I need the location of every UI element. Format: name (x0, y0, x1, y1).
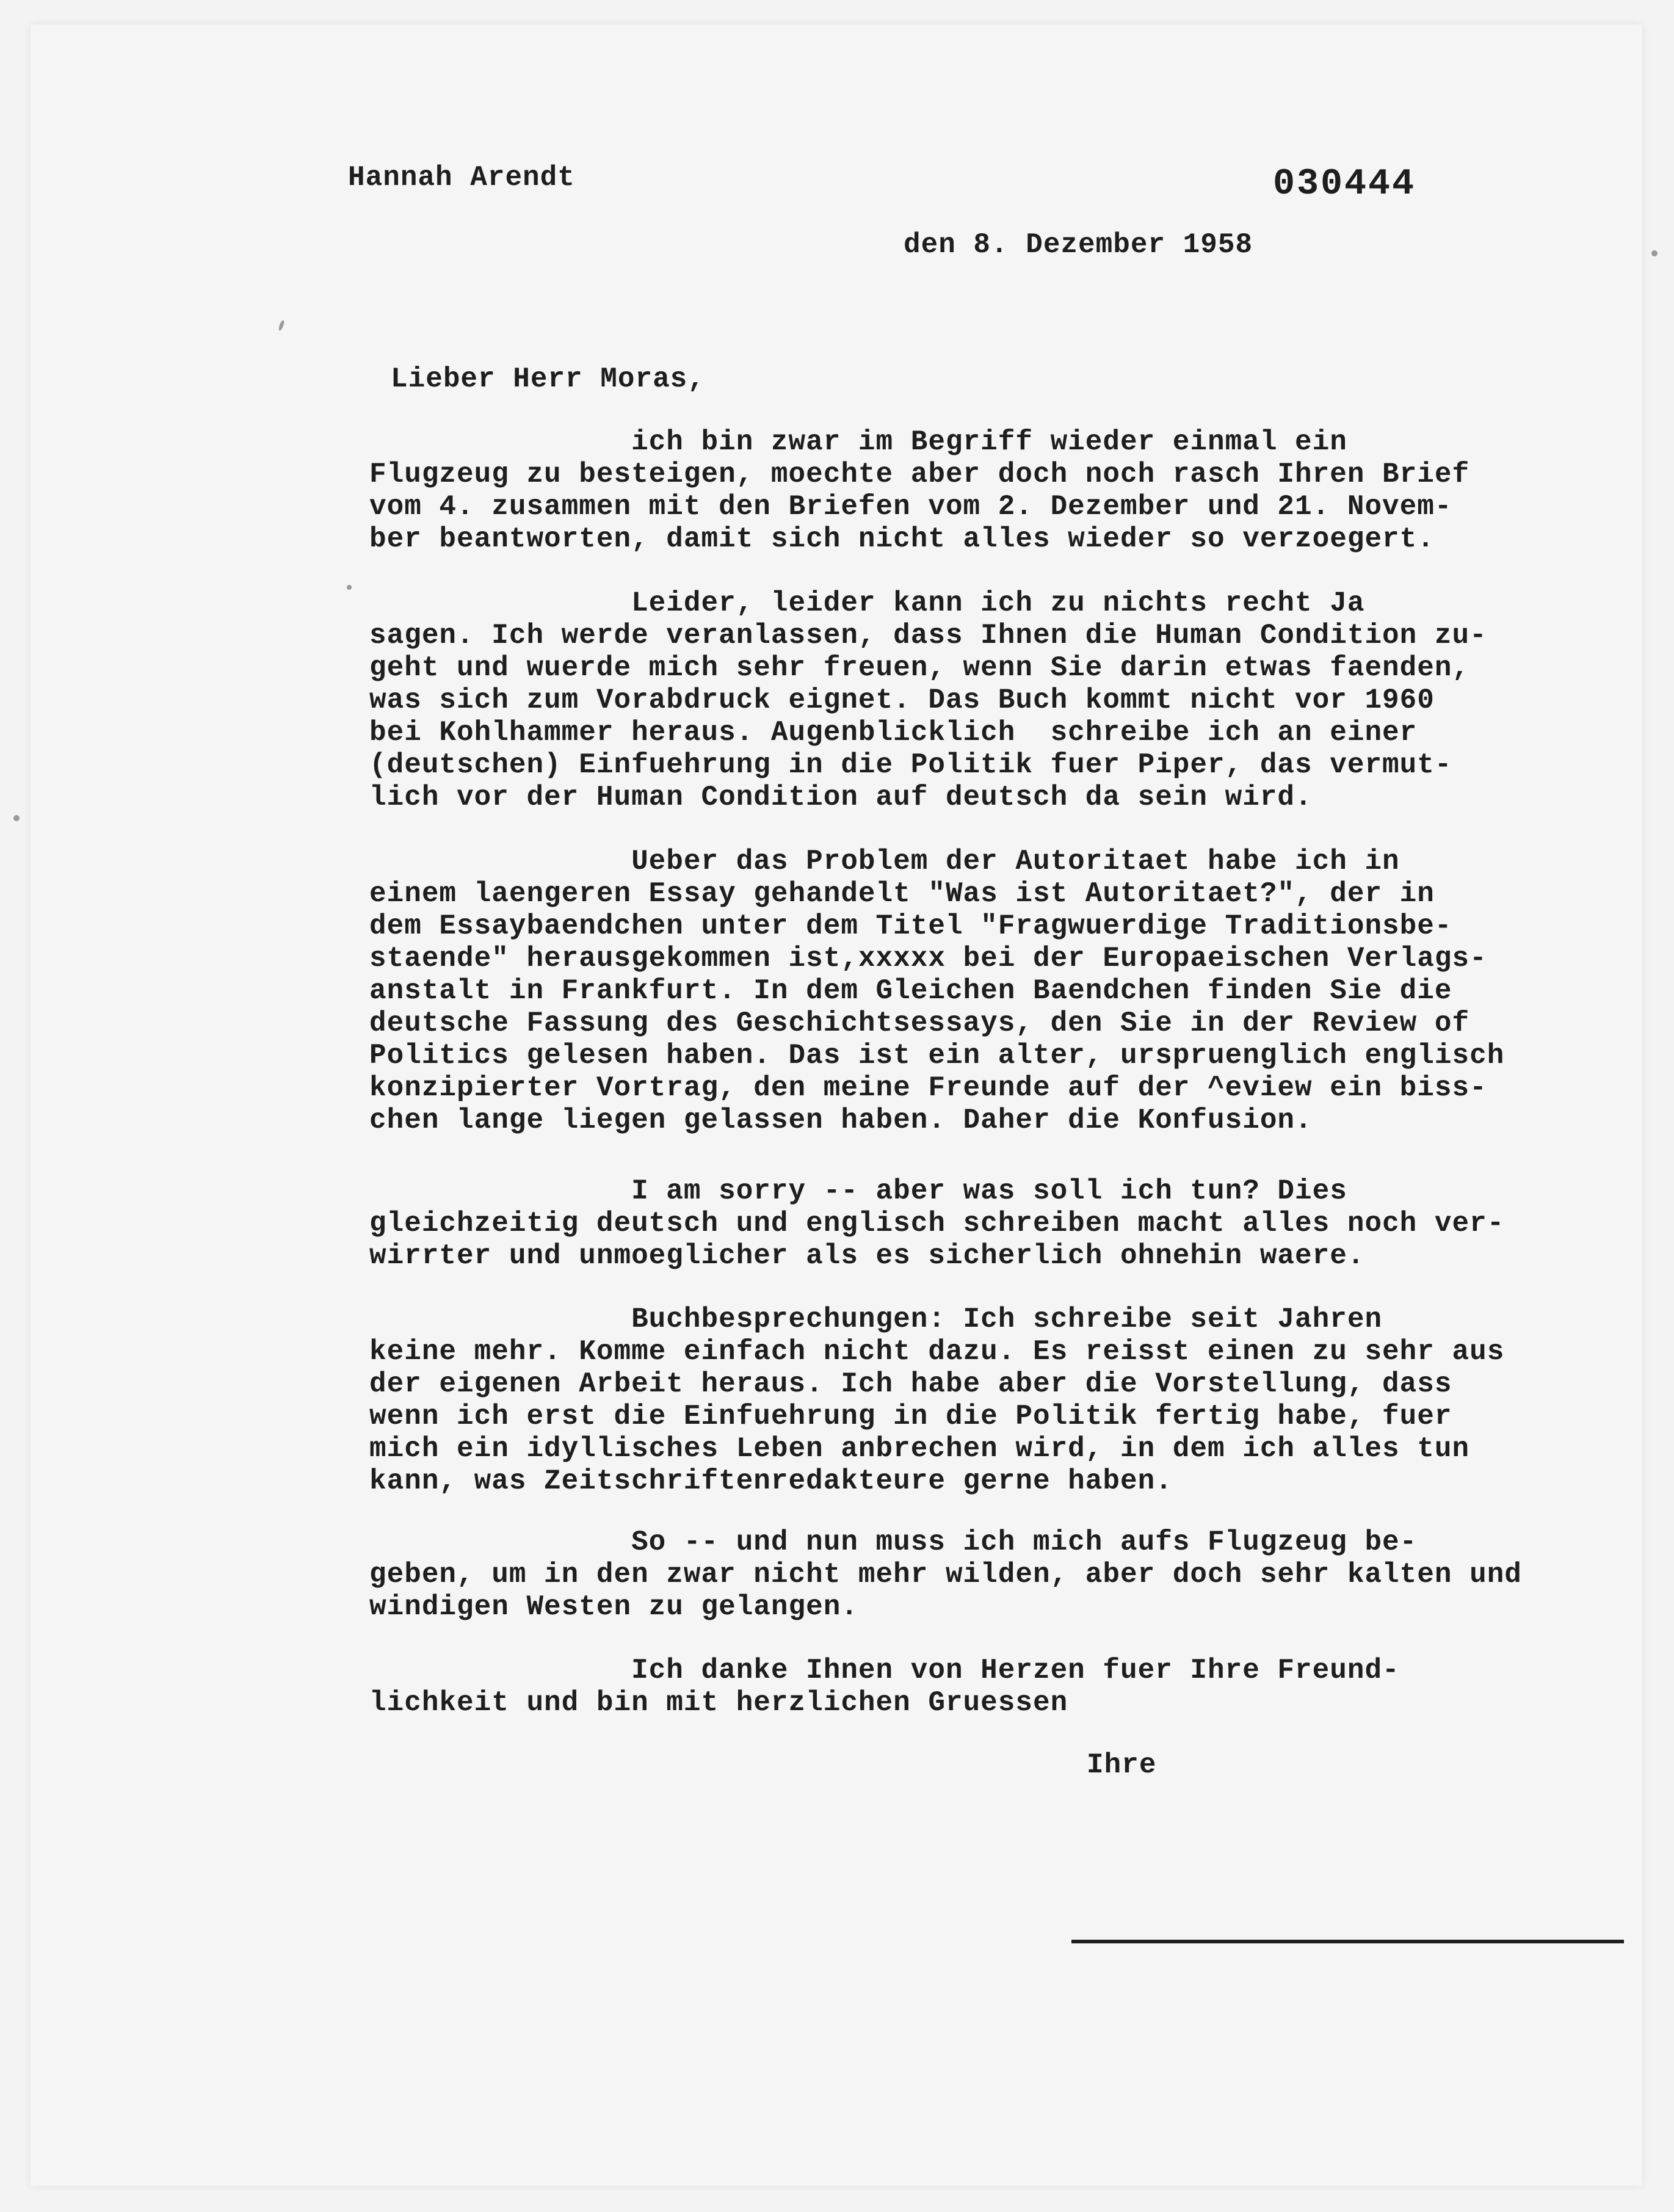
letter-sheet (31, 24, 1642, 2186)
text-line: anstalt in Frankfurt. In dem Gleichen Baendchen finden Sie die (369, 975, 1452, 1007)
text-line: lich vor der Human Condition auf deutsch da sein wird. (369, 781, 1313, 813)
scan-speck (1651, 250, 1658, 256)
paragraph (369, 1526, 1639, 1623)
paragraph (369, 1304, 1639, 1498)
paragraph (369, 1175, 1639, 1272)
text-line: ich bin zwar im Begriff wieder einmal ein (369, 426, 1347, 458)
signature-line (1071, 1940, 1624, 1943)
salutation: Lieber Herr Moras, (391, 363, 705, 395)
text-line: wenn ich erst die Einfuehrung in die Politik fertig habe, fuer (369, 1401, 1452, 1432)
text-line: mich ein idyllisches Leben anbrechen wird, in dem ich alles tun (369, 1433, 1470, 1465)
text-line: was sich zum Vorabdruck eignet. Das Buch kommt nicht vor 1960 (369, 684, 1435, 716)
text-line: bei Kohlhammer heraus. Augenblicklich schreibe ich an einer (369, 717, 1418, 749)
text-line: Buchbesprechungen: Ich schreibe seit Jahren (369, 1304, 1383, 1335)
text-line: deutsche Fassung des Geschichtsessays, den Sie in der Review of (369, 1007, 1470, 1039)
paragraph (369, 426, 1639, 556)
scan-speck (13, 815, 20, 821)
paragraph (369, 1655, 1639, 1719)
sender-name: Hannah Arendt (348, 162, 575, 194)
text-line: ber beantworten, damit sich nicht alles wieder so verzoegert. (369, 523, 1435, 555)
text-line: Leider, leider kann ich zu nichts recht Ja (369, 587, 1365, 619)
text-line: Ich danke Ihnen von Herzen fuer Ihre Freund- (369, 1655, 1400, 1686)
text-line: kann, was Zeitschriftenredakteure gerne haben. (369, 1465, 1173, 1497)
text-line: sagen. Ich werde veranlassen, dass Ihnen die Human Condition zu- (369, 620, 1487, 651)
text-line: keine mehr. Komme einfach nicht dazu. Es reisst einen zu sehr aus (369, 1336, 1505, 1368)
text-line: geht und wuerde mich sehr freuen, wenn Sie darin etwas faenden, (369, 652, 1470, 684)
text-line: Flugzeug zu besteigen, moechte aber doch noch rasch Ihren Brief (369, 459, 1470, 490)
text-line: der eigenen Arbeit heraus. Ich habe aber die Vorstellung, dass (369, 1368, 1452, 1400)
text-line: lichkeit und bin mit herzlichen Gruessen (369, 1687, 1068, 1719)
text-line: dem Essaybaendchen unter dem Titel "Fragwuerdige Traditionsbe- (369, 910, 1452, 942)
text-line: Politics gelesen haben. Das ist ein alter, urspruenglich englisch (369, 1040, 1505, 1072)
text-line: wirrter und unmoeglicher als es sicherlich ohnehin waere. (369, 1240, 1365, 1272)
scan-speck (278, 320, 285, 332)
text-line: (deutschen) Einfuehrung in die Politik fuer Piper, das vermut- (369, 749, 1452, 781)
paragraph (369, 587, 1639, 814)
scan-speck (347, 585, 352, 590)
text-line: einem laengeren Essay gehandelt "Was ist Autoritaet?", der in (369, 878, 1435, 910)
text-line: konzipierter Vortrag, den meine Freunde auf der ^eview ein biss- (369, 1072, 1487, 1104)
closing: Ihre (1087, 1749, 1157, 1781)
letter-date: den 8. Dezember 1958 (904, 229, 1253, 261)
text-line: staende" herausgekommen ist,xxxxx bei der Europaeischen Verlags- (369, 943, 1487, 974)
text-line: Ueber das Problem der Autoritaet habe ich in (369, 846, 1400, 877)
archive-number: 030444 (1273, 164, 1416, 205)
text-line: vom 4. zusammen mit den Briefen vom 2. Dezember und 21. Novem- (369, 491, 1452, 523)
text-line: I am sorry -- aber was soll ich tun? Dies (369, 1175, 1347, 1207)
paragraph (369, 846, 1639, 1137)
text-line: geben, um in den zwar nicht mehr wilden, aber doch sehr kalten und (369, 1559, 1522, 1590)
text-line: gleichzeitig deutsch und englisch schreiben macht alles noch ver- (369, 1208, 1505, 1239)
text-line: windigen Westen zu gelangen. (369, 1591, 858, 1623)
text-line: chen lange liegen gelassen haben. Daher die Konfusion. (369, 1104, 1313, 1136)
text-line: So -- und nun muss ich mich aufs Flugzeug be- (369, 1526, 1418, 1558)
